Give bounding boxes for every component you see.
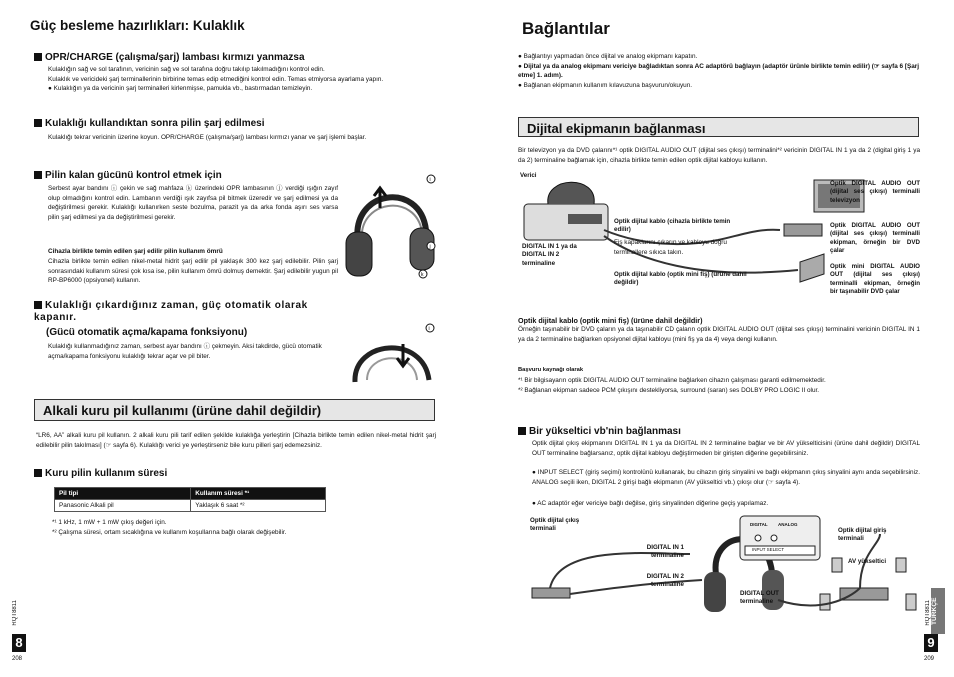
svg-text:j: j [429, 244, 431, 250]
amplifier-bullet-2: ● AC adaptör eğer vericiye bağlı değilse, giriş sinyalinden diğerine geçiş yapılamaz. [532, 500, 769, 507]
alkaline-section-bar: Alkali kuru pil kullanımı (ürüne dahil değildir) [34, 399, 435, 421]
optical-out-label: Optik dijital çıkış terminali [530, 517, 580, 533]
doc-code-right: RQT8811 [925, 600, 931, 626]
auto-off-text: Kulaklığı kullanmadığınız zaman, serbest ayar bandını ⓘ çekmeyin. Aksi takdirde, gücü otomatik açma/kapama fonksiyonu kulaklığı tekrar açar ve pil biter. [48, 343, 322, 360]
battery-life-text: Cihazla birlikte temin edilen nikel-metal hidrit şarj edilir pil yaklaşık 300 kez şarj edilebilir. Pilin şarj sonrasındaki kullanım süresi çok kısa ise, pilin kullanım ömrü dolmuş demektir. Şarj edilebilir yugun pil RP-BP6000 (opsiyonel) kullanın. [48, 258, 338, 285]
table-header: Kullanım süresi *¹ [191, 488, 326, 500]
speaker-icon [820, 594, 830, 610]
opr-text: Kulaklığın sağ ve sol tarafının, vericinin sağ ve sol tarafına doğru takılıp takılmadığını kontrol edin. Kulaklık ve vericideki şarj terminallerinin birbirine temas edip etmediğini kontrol edin. Temas etmiyorsa ayarlama yapın. ● Kulaklığın ya da vericinin şarj terminalleri kirlenmişse, pamukla vb., bastırmadan temizleyin. [48, 66, 384, 93]
amplifier-bullet-1: ● INPUT SELECT (giriş seçimi) kontrolünü kullanarak, bu cihazın giriş sinyalini ve bağlı ekipmanın çıkış sinyalini aynı anda seçebilirsiniz. ANALOG seçili iken, DIGITAL 2 girişi bağlı ekipmanın (AV yükseltici vb.) çıkışı olur (☞ sayfa 4). [532, 469, 920, 486]
page-number-right: 9 [924, 634, 938, 652]
source-device-icon [532, 588, 570, 598]
dvd-player-icon [784, 224, 822, 236]
callout-i-icon [427, 175, 435, 183]
input-select-label: INPUT SELECT [752, 547, 785, 552]
auto-off-subheading: (Gücü otomatik açma/kapama fonksiyonu) [46, 327, 248, 338]
usage-table [54, 487, 326, 512]
battery-check-text: Serbest ayar bandını ⓘ çekin ve sağ mahfaza ⓚ üzerindeki OPR lambasının ⓙ verdiği ışığın zayıf olup olmadığını kontrol edin. Lambanın verdiği ışık zayıfsa pil bitmek üzeredir ve şarj edilmesi ya da değiştirilmesi gerekir. Kulaklığı kullanırken seste bozulma, parazit ya da arka fonda aşırı ses varsa pilin şarj edilmesi ya da değiştirilmesi gerekir. [48, 185, 338, 221]
section-heading-opr: OPR/CHARGE (çalışma/şarj) lambası kırmızı yanmazsa [34, 52, 305, 64]
headphone-illustration [340, 170, 440, 282]
page-sub-right: 209 [924, 656, 935, 662]
alkaline-text: “LR6, AA” alkali kuru pil kullanın. 2 alkali kuru pili tarif edilen şekilde kulaklığa yerleştirin [Cihazla birlikte temin edilen nikel-metal hidrit şarj edilebilir pilin takılması] (☞ sayfa 6). Kulaklığı verici ye yerleştirseniz bile kuru pilleri şarj edemezsiniz. [36, 432, 436, 449]
table-row: Panasonic Alkali pil Yaklaşık 6 saat *² [55, 500, 326, 512]
cable2-label: Optik dijital kablo (optik mini fiş) (ürüne dahil değildir) [614, 271, 747, 287]
cable1-note: Fiş kapaklarını çıkarın ve kabloyu doğru terminallere sıkıca takın. [614, 239, 727, 256]
page-sub-left: 208 [12, 656, 23, 662]
portable-dvd-icon [800, 254, 824, 282]
dout-label: DIGITAL OUT terminaline [740, 590, 779, 606]
left-page-title: Güç besleme hazırlıkları: Kulaklık [30, 18, 245, 33]
language-tab: TÜRKÇE [931, 588, 945, 634]
mini-plug-text: Örneğin taşınabilir bir DVD çaların ya da taşınabilir CD çaların optik DIGITAL AUDIO OUT (dijital ses çıkışı) terminalini vericinin DIGITAL IN 1 ya da 2 terminaline bağlarken opsiyonel dijital kabloyu (mini fiş ya da 4) veya dengi kullanın. [518, 326, 920, 343]
battery-life-subheading: Cihazla birlikte temin edilen şarj edilir pilin kullanım ömrü [48, 248, 223, 255]
optical-in-label: Optik dijital giriş terminali [838, 527, 887, 543]
doc-code-left: RQT8811 [12, 600, 18, 626]
cable1-label: Optik dijital kablo (cihazla birlikte temin edilir) [614, 218, 731, 234]
din2-label: DIGITAL IN 2 terminaline [646, 573, 684, 589]
speaker-icon [906, 594, 916, 610]
section-heading-auto-off: Kulaklığı çıkardığınız zaman, güç otomatik olarak kapanır. [34, 300, 308, 323]
section-heading-usage: Kuru pilin kullanım süresi [34, 468, 167, 480]
analog-switch-label: ANALOG [778, 522, 798, 527]
mini-plug-heading: Optik dijital kablo (optik mini fiş) (ürüne dahil değildir) [518, 316, 703, 325]
digital-in-label: DIGITAL IN 1 ya da DIGITAL IN 2 terminaline [522, 243, 577, 267]
speaker-icon [832, 558, 842, 572]
svg-text:i: i [428, 326, 430, 332]
reference-heading: Başvuru kaynağı olarak [518, 367, 584, 373]
section-heading-battery-check: Pilin kalan gücünü kontrol etmek için [34, 170, 222, 182]
digital-section-bar: Dijital ekipmanın bağlanması [518, 117, 919, 137]
section-heading-amplifier: Bir yükseltici vb'nin bağlanması [518, 426, 681, 438]
section-heading-charge: Kulaklığı kullandıktan sonra pilin şarj edilmesi [34, 118, 265, 130]
tv-label: Optik DIGITAL AUDIO OUT (dijital ses çıkışı) terminalli televizyon [830, 180, 920, 204]
svg-text:k: k [421, 272, 424, 278]
av-amp-label: AV yükseltici [848, 558, 887, 565]
reference-notes: *¹ Bir bilgisayarın optik DIGITAL AUDIO OUT terminaline bağlarken cihazın çalışması garanti edilmemektedir. *² Bağlanan ekipman sadece PCM çıkışını destekliyorsa, surround (saran) ses DOLBY PRO LOGIC II olur. [518, 377, 826, 394]
callout-i-icon [426, 324, 434, 332]
digital-intro: Bir televizyon ya da DVD çalarını*¹ optik DIGITAL AUDIO OUT (dijital ses çıkışı) terminalini*² vericinin DIGITAL IN 1 ya da 2 (digital giriş 1 ya da 2) terminaline bağlamak için, cihazla birlikte temin edilen optik dijital kabloyu kullanın. [518, 147, 920, 164]
right-page-title: Bağlantılar [522, 19, 610, 38]
precautions-list: ● Bağlantıyı yapmadan önce dijital ve analog ekipmanı kapatın. ● Dijital ya da analog ekipmanı vericiye bağladıktan sonra AC adaptörü bağlayın (adaptör ürünle birlikte temin edilir) (☞ sayfa 6 [Şarj etme] 1. adım). ● Bağlanan ekipmanın kullanım kılavuzuna başvurun/okuyun. [518, 53, 920, 89]
callout-j-icon [427, 242, 435, 250]
headphone-band-illustration [345, 322, 440, 384]
digital-switch-label: DIGITAL [750, 522, 768, 527]
page-number-left: 8 [12, 634, 26, 652]
dvd-label: Optik DIGITAL AUDIO OUT (dijital ses çıkışı) terminalli ekipman, örneğin bir DVD çalar [830, 222, 920, 255]
usage-notes: *¹ 1 kHz, 1 mW + 1 mW çıkış değeri için. *² Çalışma süresi, ortam sıcaklığına ve kullanım koşullarına bağlı olarak değişebilir. [52, 519, 287, 536]
transmitter-label: Verici [520, 172, 537, 179]
charge-text: Kulaklığı tekrar vericinin üzerine koyun. OPR/CHARGE (çalışma/şarj) lambası kırmızı yanar ve şarj işlemi başlar. [48, 134, 367, 141]
svg-text:i: i [429, 177, 431, 183]
din1-label: DIGITAL IN 1 terminaline [646, 544, 684, 560]
amplifier-text: Optik dijital çıkış ekipmanını DIGITAL IN 1 ya da DIGITAL IN 2 terminaline bağlar ve bir AV yükselticisini (ürüne dahil değildir) DIGITAL OUT terminaline bağlarsanız, optik dijital kabloyu değiştirmeden bir girişten diğerine geçebilirsiniz. [532, 440, 920, 457]
table-header: Pil tipi [55, 488, 191, 500]
portable-label: Optik mini DIGITAL AUDIO OUT (dijital ses çıkışı) terminalli ekipman, örneğin bir taşınabilir DVD çalar [830, 263, 920, 296]
